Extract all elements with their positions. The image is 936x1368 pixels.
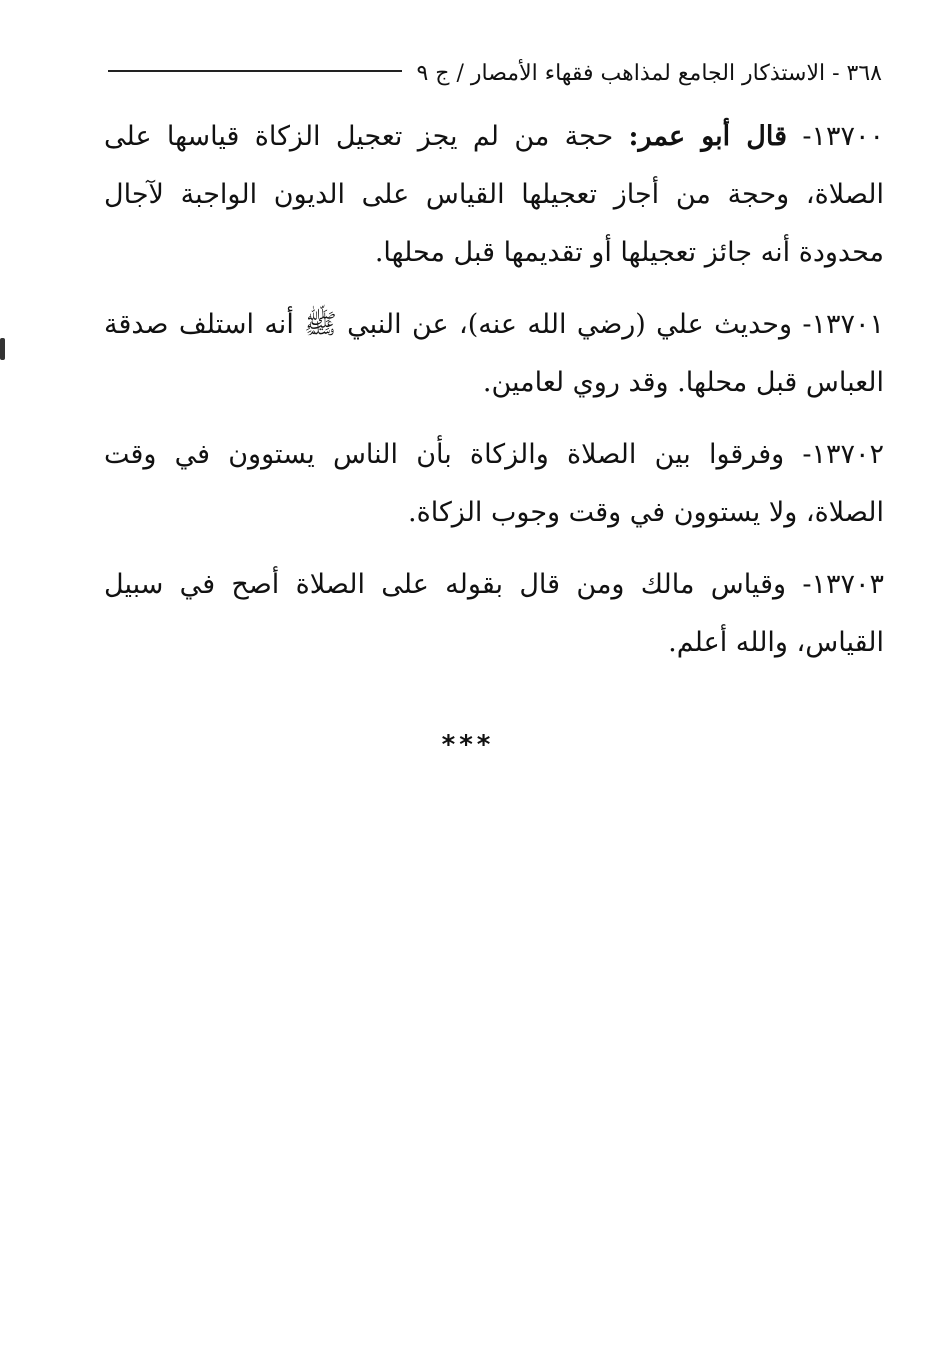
section-separator: *** [441, 730, 495, 760]
paragraph-13702 [104, 426, 884, 542]
paragraph-13703 [104, 556, 884, 672]
body-text [104, 108, 884, 686]
paragraph-text: وقياس مالك ومن قال بقوله على الصلاة أصح في سبيل القياس، والله أعلم. [104, 569, 884, 658]
speaker-label: قال أبو عمر: [628, 121, 788, 152]
paragraph-number: ١٣٧٠٣- [802, 569, 884, 600]
paragraph-number: ١٣٧٠١- [802, 309, 885, 340]
header-rule [108, 70, 402, 72]
scan-margin-mark [0, 338, 5, 360]
header-title: ٣٦٨ - الاستذكار الجامع لمذاهب فقهاء الأمصار / ج ٩ [416, 61, 882, 86]
paragraph-text: وحديث علي (رضي الله عنه)، عن النبي ﷺ أنه استلف صدقة العباس قبل محلها. وقد روي لعامين. [104, 309, 884, 398]
paragraph-text: حجة من لم يجز تعجيل الزكاة قياسها على الصلاة، وحجة من أجاز تعجيلها القياس على الديون الواجبة لآجال محدودة أنه جائز تعجيلها أو تقديمها قبل محلها. [104, 121, 884, 268]
paragraph-13700 [104, 108, 884, 282]
paragraph-number: ١٣٧٠٠- [802, 121, 884, 152]
paragraph-text: وفرقوا بين الصلاة والزكاة بأن الناس يستوون في وقت الصلاة، ولا يستوون في وقت وجوب الزكاة. [104, 439, 884, 528]
paragraph-number: ١٣٧٠٢- [802, 439, 884, 470]
paragraph-13701 [104, 296, 884, 412]
running-header [108, 54, 882, 94]
